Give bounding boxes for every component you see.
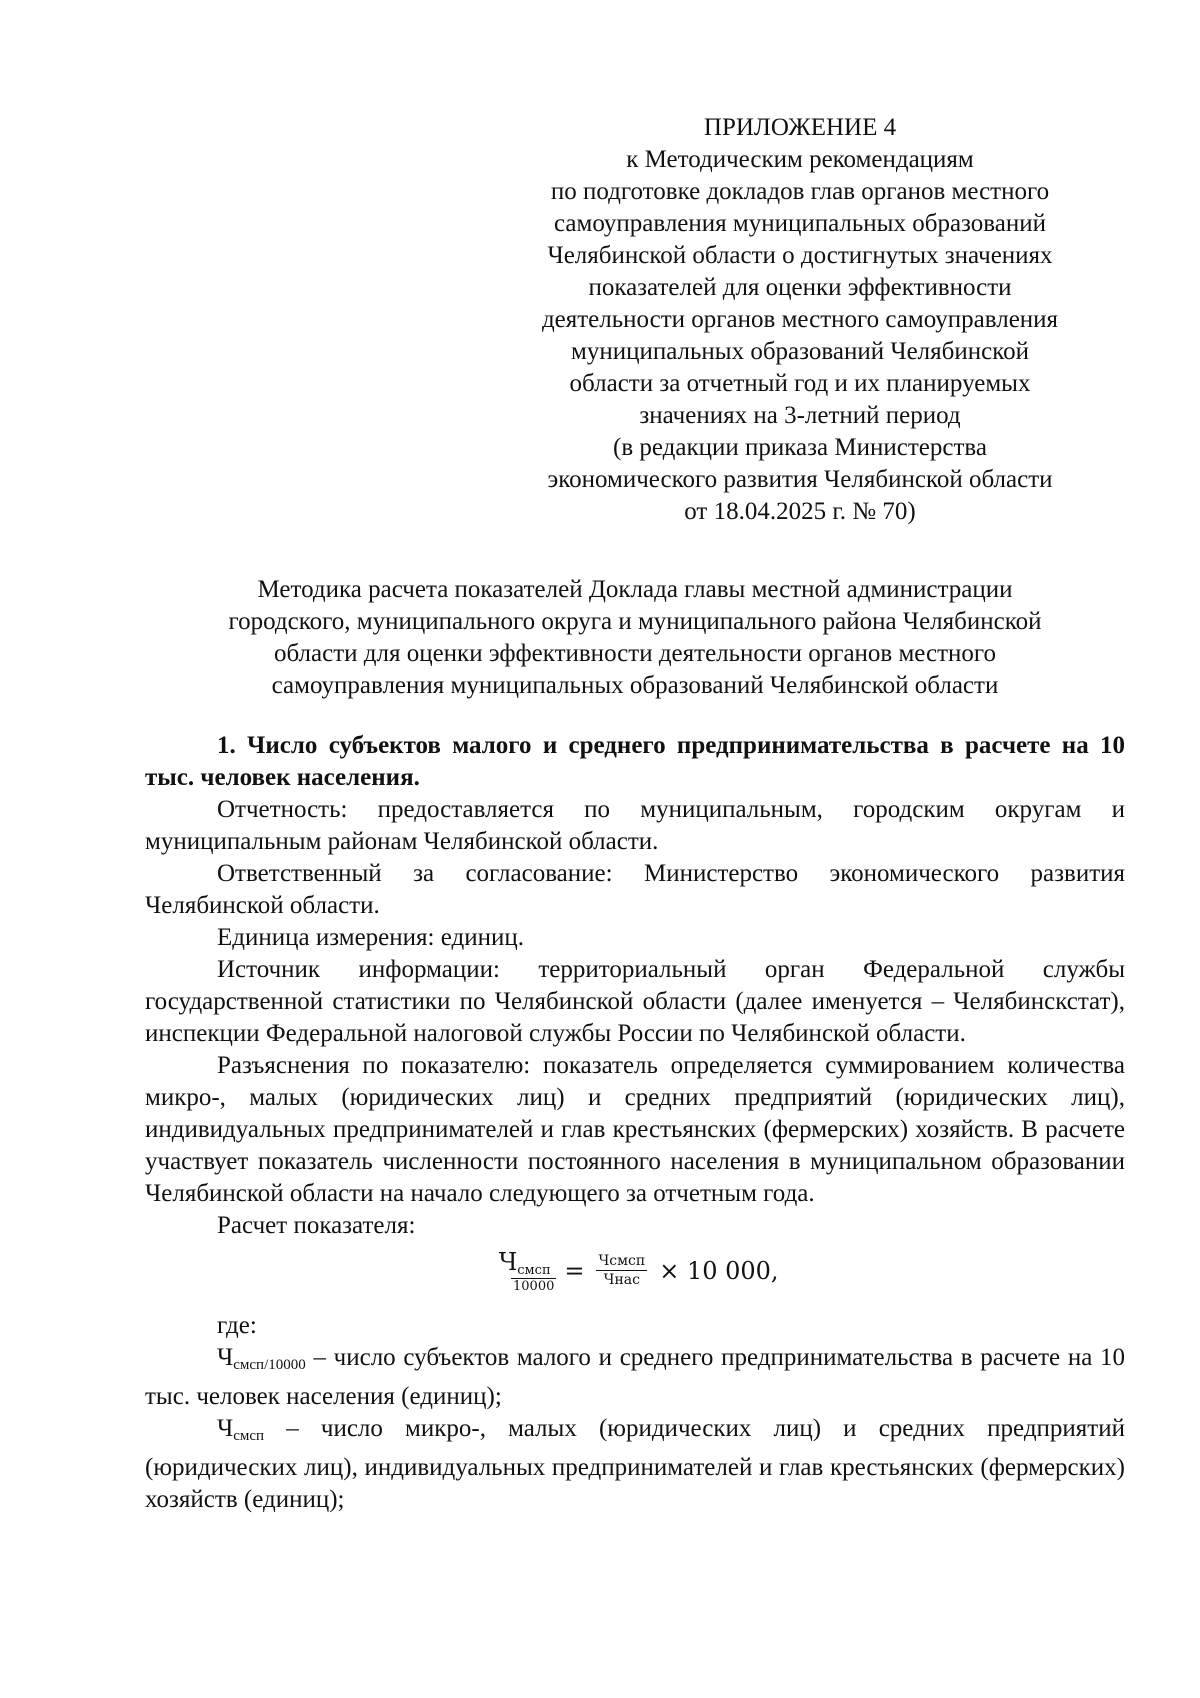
definition-1	[145, 1342, 1125, 1413]
appendix-line: показателей для оценки эффективности	[588, 274, 1012, 301]
formula	[145, 1242, 1125, 1310]
formula-lhs-sub-top: смсп	[517, 1263, 551, 1278]
source-paragraph: Источник информации: территориальный орган Федеральной службы государственной статистики по Челябинской области (далее именуется – Челябинскстат), инспекции Федеральной налоговой службы России по Челябинской области.	[145, 956, 1125, 1047]
calc-label: Расчет показателя:	[217, 1212, 416, 1239]
appendix-line: (в редакции приказа Министерства	[613, 434, 987, 461]
title-line: области для оценки эффективности деятельности органов местного	[273, 640, 997, 667]
appendix-line: Челябинской области о достигнутых значениях	[547, 242, 1053, 269]
formula-lhs	[493, 1246, 556, 1295]
formula-lhs-symbol: Ч	[498, 1248, 518, 1276]
formula-lhs-sub-bottom: 10000	[513, 1279, 555, 1294]
reporting-paragraph: Отчетность: предоставляется по муниципальным, городским округам и муниципальным районам Челябинской области.	[145, 796, 1125, 855]
appendix-line: к Методическим рекомендациям	[626, 146, 974, 173]
responsible-paragraph: Ответственный за согласование: Министерство экономического развития Челябинской области.	[145, 860, 1125, 919]
formula-tail: × 10 000,	[659, 1256, 779, 1285]
formula-numerator: Чсмсп	[598, 1253, 646, 1269]
formula-equals: =	[564, 1256, 585, 1285]
appendix-line: ПРИЛОЖЕНИЕ 4	[703, 114, 897, 141]
explanation-paragraph: Разъяснения по показателю: показатель определяется суммированием количества микро-, малых (юридических лиц) и средних предприятий (юридических лиц), индивидуальных предпринимателей и глав крестьянских (фермерских) хозяйств. В расчете участвует показатель численности постоянного населения в муниципальном образовании Челябинской области на начало следующего за отчетным года.	[145, 1052, 1125, 1207]
def1-subscript: смсп/10000	[233, 1357, 306, 1373]
appendix-line: области за отчетный год и их планируемых	[569, 370, 1031, 397]
section-heading: 1. Число субъектов малого и среднего предпринимательства в расчете на 10 тыс. человек населения.	[145, 732, 1125, 791]
title-line: Методика расчета показателей Доклада главы местной администрации	[257, 576, 1013, 603]
appendix-header	[470, 112, 1130, 528]
appendix-line: значениях на 3-летний период	[639, 402, 961, 429]
def2-subscript: смсп	[233, 1428, 265, 1444]
appendix-line: самоуправления муниципальных образований	[554, 210, 1046, 237]
appendix-line: деятельности органов местного самоуправления	[541, 306, 1059, 333]
def2-text: – число микро-, малых (юридических лиц) и средних предприятий (юридических лиц), индивидуальных предпринимателей и глав крестьянских (фермерских) хозяйств (единиц);	[145, 1415, 1125, 1513]
appendix-line: по подготовке докладов глав органов местного	[550, 178, 1050, 205]
appendix-line: от 18.04.2025 г. № 70)	[684, 498, 916, 525]
title-line: самоуправления муниципальных образований Челябинской области	[271, 672, 999, 699]
unit-paragraph: Единица измерения: единиц.	[217, 924, 524, 951]
title-line: городского, муниципального округа и муниципального района Челябинской	[228, 608, 1042, 635]
def1-symbol: Ч	[217, 1344, 234, 1371]
where-label: где:	[217, 1312, 257, 1339]
appendix-line: муниципальных образований Челябинской	[571, 338, 1029, 365]
document-title	[145, 574, 1125, 702]
section-body	[145, 730, 1125, 1516]
def1-text: – число субъектов малого и среднего предпринимательства в расчете на 10 тыс. человек населения (единиц);	[145, 1344, 1125, 1410]
definition-2	[145, 1413, 1125, 1516]
appendix-line: экономического развития Челябинской области	[547, 466, 1053, 493]
formula-denominator: Чнас	[603, 1272, 640, 1288]
def2-symbol: Ч	[217, 1415, 234, 1442]
formula-fraction	[596, 1252, 647, 1289]
